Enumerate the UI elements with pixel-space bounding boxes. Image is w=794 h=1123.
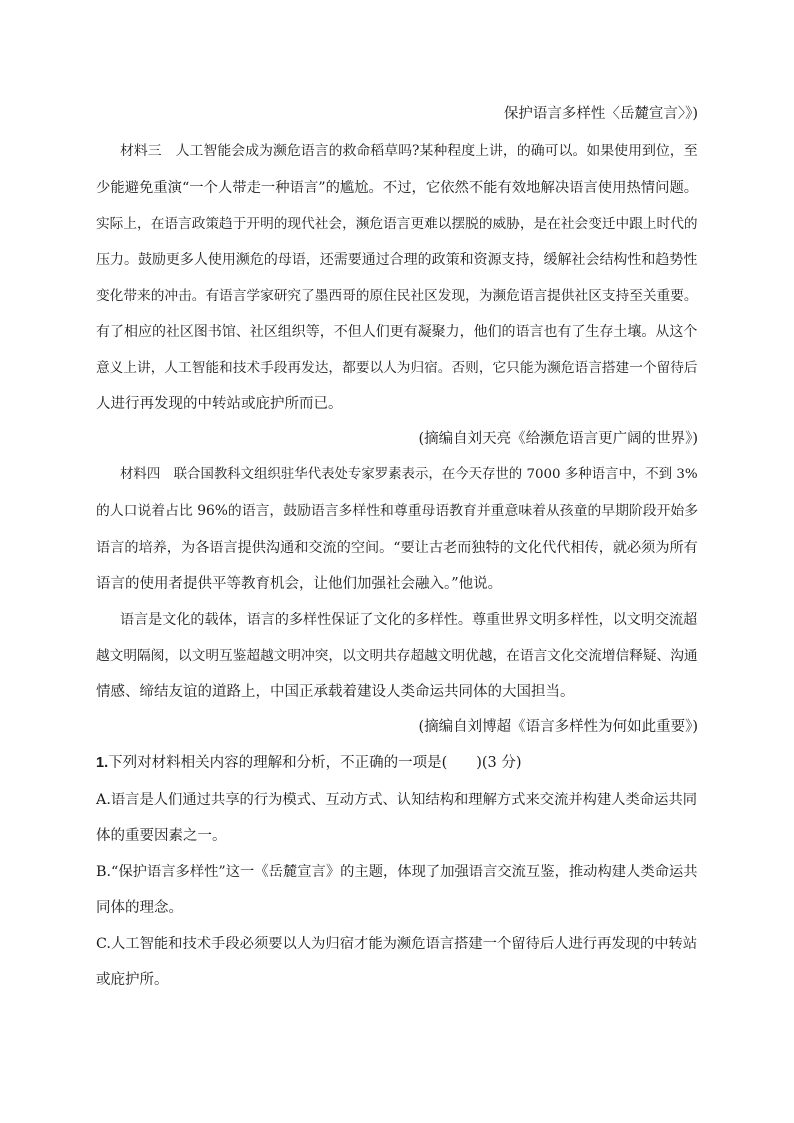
material-3-line: 实际上，在语言政策趋于开明的现代社会，濒危语言更难以摆脱的威胁，是在社会变迁中跟上时代的 — [96, 216, 698, 232]
conclusion-line: 情感、缔结友谊的道路上，中国正承载着建设人类命运共同体的大国担当。 — [96, 684, 575, 700]
question-number: 1. — [96, 755, 109, 771]
option-c-line: 或庇护所。 — [96, 972, 169, 988]
option-b-line: 同体的理念。 — [96, 900, 183, 916]
material-3-source: (摘编自刘天亮《给濒危语言更广阔的世界》) — [418, 431, 698, 447]
question-stem-text: 下列对材料相关内容的理解和分析，不正确的一项是( )(3 分) — [108, 755, 522, 771]
material-3-line: 变化带来的冲击。有语言学家研究了墨西哥的原住民社区发现，为濒危语言提供社区支持至关重要。 — [96, 288, 698, 304]
question-stem — [96, 753, 522, 773]
option-a-line: 体的重要因素之一。 — [96, 828, 227, 844]
conclusion-line: 语言是文化的载体，语言的多样性保证了文化的多样性。尊重世界文明多样性，以文明交流超 — [120, 612, 698, 628]
material-3-line: 人进行再发现的中转站或庇护所而已。 — [96, 396, 343, 412]
material-3-line: 有了相应的社区图书馆、社区组织等，不但人们更有凝聚力，他们的语言也有了生存土壤。从这个 — [96, 324, 698, 340]
material-4-line: 的人口说着占比 96%的语言，鼓励语言多样性和尊重母语教育并重意味着从孩童的早期阶段开始多 — [96, 503, 699, 519]
material-3-line: 意义上讲，人工智能和技术手段再发达，都要以人为归宿。否则，它只能为濒危语言搭建一个留待后 — [96, 360, 698, 376]
header-source-citation: 保护语言多样性〈岳麓宣言〉》) — [503, 106, 698, 122]
material-3-line: 压力。鼓励更多人使用濒危的母语，还需要通过合理的政策和资源支持，缓解社会结构性和趋势性 — [96, 252, 698, 268]
material-4-line: 语言的使用者提供平等教育机会，让他们加强社会融入。”他说。 — [96, 576, 503, 592]
option-a-line: A.语言是人们通过共享的行为模式、互动方式、认知结构和理解方式来交流并构建人类命运共同 — [96, 792, 698, 808]
material-4-source: (摘编自刘博超《语言多样性为何如此重要》) — [418, 719, 698, 735]
material-4-line: 语言的培养，为各语言提供沟通和交流的空间。“要让古老而独特的文化代代相传，就必须为所有 — [96, 540, 698, 556]
material-3-line: 材料三 人工智能会成为濒危语言的救命稻草吗?某种程度上讲，的确可以。如果使用到位，至 — [120, 143, 698, 159]
material-3-line: 少能避免重演“一个人带走一种语言”的尴尬。不过，它依然不能有效地解决语言使用热情问题。 — [96, 180, 699, 196]
option-c-line: C.人工智能和技术手段必须要以人为归宿才能为濒危语言搭建一个留待后人进行再发现的中转站 — [96, 936, 698, 952]
conclusion-line: 越文明隔阂，以文明互鉴超越文明冲突，以文明共存超越文明优越，在语言文化交流增信释疑、沟通 — [96, 648, 698, 664]
option-b-line: B.“保护语言多样性”这一《岳麓宣言》的主题，体现了加强语言交流互鉴，推动构建人类命运共 — [96, 864, 698, 880]
material-4-line: 材料四 联合国教科文组织驻华代表处专家罗素表示，在今天存世的 7000 多种语言中，不到 3% — [120, 467, 698, 482]
